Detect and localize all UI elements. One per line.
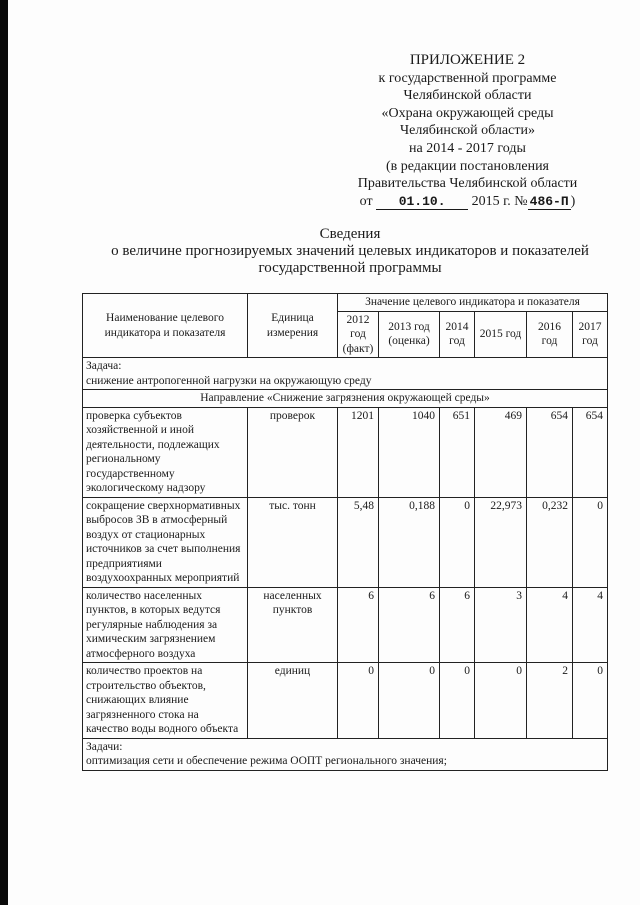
value-cell: 651: [440, 407, 475, 497]
value-cell: 3: [475, 587, 527, 663]
col-unit-header: Единица измерения: [248, 294, 338, 358]
year-part: 2015 г. №: [471, 193, 528, 209]
year-header: 2013 год (оценка): [379, 311, 440, 358]
appendix-line-2: Челябинской области: [403, 88, 532, 104]
task-cell: [83, 738, 608, 770]
indicator-unit: проверок: [248, 407, 338, 497]
indicators-table: [82, 293, 608, 771]
task-text: оптимизация сети и обеспечение режима ООПТ регионального значения;: [86, 755, 447, 767]
value-cell: 1040: [379, 407, 440, 497]
value-cell: 0: [475, 663, 527, 739]
indicator-name: сокращение сверхнормативных выбросов ЗВ в атмосферный воздух от стационарных источников за счет выполнения предприятиями воздухоохранных мероприятий: [83, 497, 248, 587]
value-cell: 0: [338, 663, 379, 739]
value-cell: 6: [440, 587, 475, 663]
value-cell: 2: [527, 663, 573, 739]
appendix-line-5: на 2014 - 2017 годы: [409, 140, 526, 156]
value-cell: 654: [573, 407, 608, 497]
year-header: 2016 год: [527, 311, 573, 358]
indicator-unit: тыс. тонн: [248, 497, 338, 587]
task-text: снижение антропогенной нагрузки на окружающую среду: [86, 374, 372, 387]
direction-row: [83, 390, 608, 408]
year-header: 2012 год (факт): [338, 311, 379, 358]
scan-edge-bar: [0, 0, 8, 905]
appendix-line-1: к государственной программе: [378, 70, 557, 86]
appendix-line-3: «Охрана окружающей среды: [381, 105, 554, 121]
task-cell: [83, 358, 608, 390]
task-label: Задача:: [86, 360, 122, 372]
year-header: 2015 год: [475, 311, 527, 358]
value-cell: 0,232: [527, 497, 573, 587]
table-row: [83, 497, 608, 587]
indicator-name: количество населенных пунктов, в которых ведутся регулярные наблюдения за химическим загрязнением атмосферного воздуха: [83, 587, 248, 663]
value-cell: 1201: [338, 407, 379, 497]
value-cell: 4: [527, 587, 573, 663]
task-label: Задачи:: [86, 740, 123, 753]
appendix-line-4: Челябинской области»: [400, 123, 535, 139]
value-cell: 6: [379, 587, 440, 663]
table-row: [83, 407, 608, 497]
table-row: [83, 587, 608, 663]
indicator-name: количество проектов на строительство объектов, снижающих влияние загрязненного стока на качество воды водного объекта: [83, 663, 248, 739]
title-line-2: о величине прогнозируемых значений целевых индикаторов и показателей: [111, 243, 589, 259]
value-cell: 4: [573, 587, 608, 663]
value-cell: 22,973: [475, 497, 527, 587]
resolution-number: 486-П: [529, 193, 569, 209]
col-name-header: Наименование целевого индикатора и показателя: [83, 294, 248, 358]
task-row: [83, 738, 608, 770]
task-row: [83, 358, 608, 390]
date-prefix: от: [359, 193, 373, 209]
appendix-date-line: [340, 193, 595, 211]
value-group-header: Значение целевого индикатора и показателя: [338, 294, 608, 312]
date-value: 01.10.: [376, 195, 468, 210]
appendix-line-7: Правительства Челябинской области: [357, 176, 578, 192]
value-cell: 0: [573, 663, 608, 739]
indicator-name: проверка субъектов хозяйственной и иной деятельности, подлежащих региональному государственному экологическому надзору: [83, 407, 248, 497]
indicator-unit: единиц: [248, 663, 338, 739]
close-paren: ): [570, 193, 576, 209]
document-title: [70, 226, 630, 277]
direction-cell: Направление «Снижение загрязнения окружающей среды»: [83, 390, 608, 408]
value-cell: 654: [527, 407, 573, 497]
value-cell: 0: [379, 663, 440, 739]
title-line-3: государственной программы: [258, 260, 442, 276]
appendix-block: [340, 52, 595, 210]
appendix-heading: ПРИЛОЖЕНИЕ 2: [409, 52, 526, 68]
year-header: 2017 год: [573, 311, 608, 358]
table-row: [83, 663, 608, 739]
value-cell: 0,188: [379, 497, 440, 587]
title-line-1: Сведения: [319, 226, 381, 242]
value-cell: 469: [475, 407, 527, 497]
value-cell: 6: [338, 587, 379, 663]
value-cell: 0: [573, 497, 608, 587]
year-header: 2014 год: [440, 311, 475, 358]
value-cell: 5,48: [338, 497, 379, 587]
indicator-unit: населенных пунктов: [248, 587, 338, 663]
value-cell: 0: [440, 497, 475, 587]
header-row-1: [83, 294, 608, 312]
value-cell: 0: [440, 663, 475, 739]
appendix-line-6: (в редакции постановления: [385, 158, 550, 174]
